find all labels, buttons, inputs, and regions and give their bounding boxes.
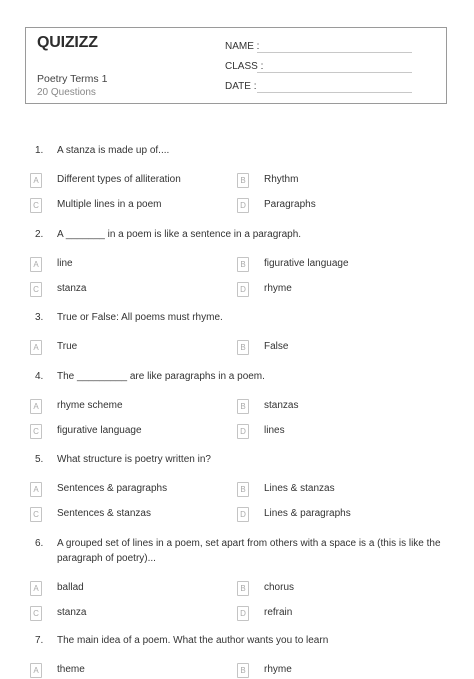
answer-option[interactable] — [237, 507, 437, 523]
option-text: Different types of alliteration — [57, 174, 181, 185]
name-field[interactable] — [257, 52, 412, 53]
option-letter-box: A — [30, 399, 42, 414]
date-field[interactable] — [257, 92, 412, 93]
option-text: stanza — [57, 283, 87, 294]
answer-option[interactable] — [237, 340, 437, 356]
answer-option[interactable] — [30, 282, 230, 298]
option-text: True — [57, 341, 78, 352]
class-label: CLASS : — [225, 61, 264, 72]
option-letter-box: D — [237, 282, 249, 297]
answer-option[interactable] — [237, 282, 437, 298]
option-text: figurative language — [264, 258, 349, 269]
option-letter-box: A — [30, 663, 42, 678]
option-letter-box: B — [237, 173, 249, 188]
class-field[interactable] — [257, 72, 412, 73]
option-text: rhyme scheme — [57, 400, 123, 411]
question-number: 7. — [35, 635, 44, 646]
answer-option[interactable] — [237, 173, 437, 189]
worksheet-title: Poetry Terms 1 — [37, 73, 108, 85]
option-text: Rhythm — [264, 174, 299, 185]
option-letter-box: B — [237, 663, 249, 678]
question-number: 4. — [35, 371, 44, 382]
answer-option[interactable] — [30, 424, 230, 440]
question-text: A grouped set of lines in a poem, set apart from others with a space is a (this is like the paragraph of poetry)... — [57, 538, 441, 564]
option-letter-box: C — [30, 424, 42, 439]
answer-option[interactable] — [237, 663, 437, 679]
question-text: The _________ are like paragraphs in a poem. — [57, 371, 265, 382]
question-text: A _______ in a poem is like a sentence in a paragraph. — [57, 229, 302, 240]
option-letter-box: A — [30, 173, 42, 188]
answer-option[interactable] — [237, 581, 437, 597]
option-text: Sentences & paragraphs — [57, 483, 168, 494]
option-letter-box: C — [30, 606, 42, 621]
option-text: Paragraphs — [264, 199, 316, 210]
option-letter-box: C — [30, 507, 42, 522]
question-number: 2. — [35, 229, 44, 240]
answer-option[interactable] — [30, 482, 230, 498]
answer-option[interactable] — [30, 198, 230, 214]
answer-option[interactable] — [237, 257, 437, 273]
option-text: stanza — [57, 607, 87, 618]
answer-option[interactable] — [30, 606, 230, 622]
question-number: 3. — [35, 312, 44, 323]
answer-option[interactable] — [237, 482, 437, 498]
question-text: True or False: All poems must rhyme. — [57, 312, 223, 323]
option-text: stanzas — [264, 400, 299, 411]
option-letter-box: D — [237, 507, 249, 522]
option-text: rhyme — [264, 664, 292, 675]
answer-option[interactable] — [237, 399, 437, 415]
question-number: 5. — [35, 454, 44, 465]
option-letter-box: C — [30, 282, 42, 297]
date-label: DATE : — [225, 81, 257, 92]
option-text: figurative language — [57, 425, 142, 436]
option-letter-box: A — [30, 482, 42, 497]
option-letter-box: B — [237, 399, 249, 414]
option-text: Lines & stanzas — [264, 483, 335, 494]
option-text: chorus — [264, 582, 295, 593]
option-text: line — [57, 258, 73, 269]
answer-option[interactable] — [237, 424, 437, 440]
question-text: A stanza is made up of.... — [57, 145, 170, 156]
option-letter-box: B — [237, 581, 249, 596]
option-letter-box: A — [30, 340, 42, 355]
answer-option[interactable] — [30, 507, 230, 523]
option-text: Lines & paragraphs — [264, 508, 351, 519]
option-letter-box: B — [237, 482, 249, 497]
option-letter-box: D — [237, 606, 249, 621]
option-letter-box: A — [30, 257, 42, 272]
question-number: 1. — [35, 145, 44, 156]
answer-option[interactable] — [30, 173, 230, 189]
question-text: The main idea of a poem. What the author wants you to learn — [57, 635, 329, 646]
option-text: theme — [57, 664, 85, 675]
option-text: refrain — [264, 607, 293, 618]
quizizz-logo: QUIZIZZ — [37, 34, 98, 51]
option-text: ballad — [57, 582, 84, 593]
option-text: Sentences & stanzas — [57, 508, 151, 519]
option-letter-box: D — [237, 424, 249, 439]
option-letter-box: D — [237, 198, 249, 213]
option-letter-box: A — [30, 581, 42, 596]
option-text: False — [264, 341, 289, 352]
answer-option[interactable] — [237, 606, 437, 622]
worksheet-question-count: 20 Questions — [37, 87, 96, 98]
answer-option[interactable] — [237, 198, 437, 214]
option-letter-box: B — [237, 257, 249, 272]
answer-option[interactable] — [30, 399, 230, 415]
option-text: Multiple lines in a poem — [57, 199, 162, 210]
question-text: What structure is poetry written in? — [57, 454, 211, 465]
option-letter-box: C — [30, 198, 42, 213]
option-letter-box: B — [237, 340, 249, 355]
option-text: lines — [264, 425, 285, 436]
answer-option[interactable] — [30, 340, 230, 356]
answer-option[interactable] — [30, 257, 230, 273]
answer-option[interactable] — [30, 663, 230, 679]
name-label: NAME : — [225, 41, 260, 52]
answer-option[interactable] — [30, 581, 230, 597]
question-number: 6. — [35, 538, 44, 549]
option-text: rhyme — [264, 283, 292, 294]
